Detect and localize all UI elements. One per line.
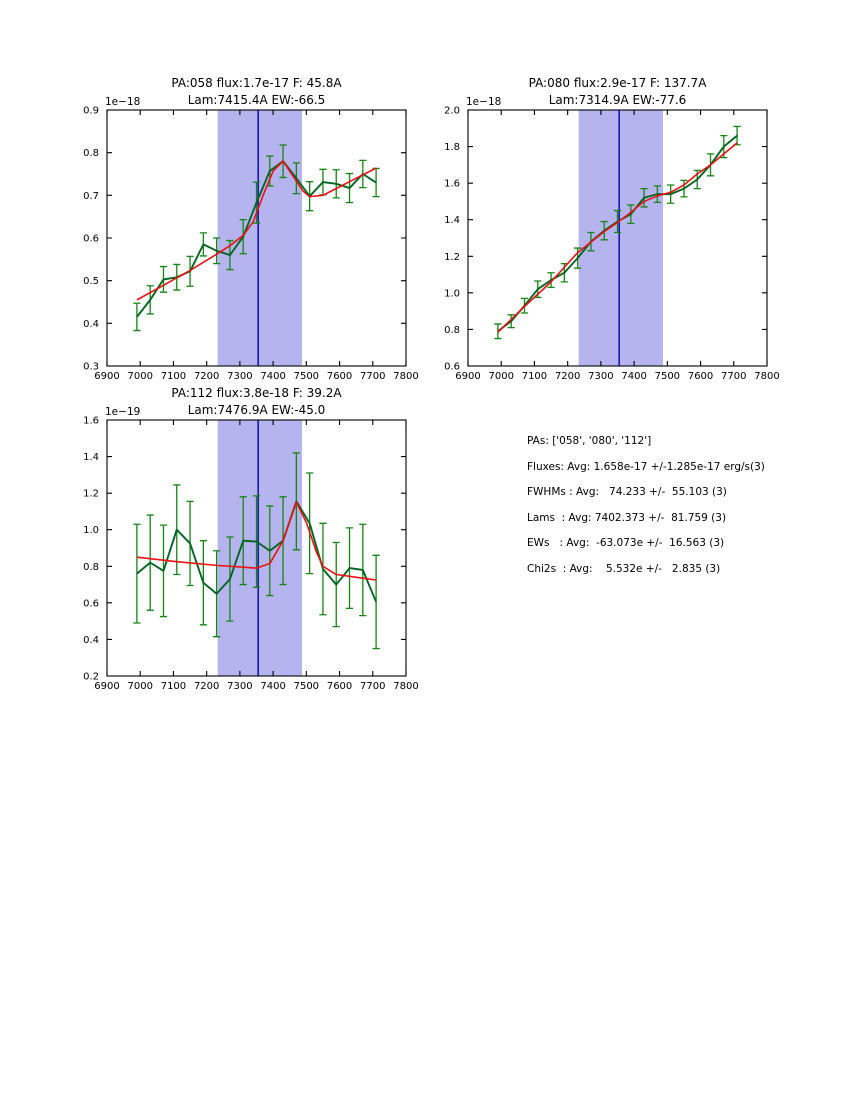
x-tick-label: 7200	[554, 371, 581, 382]
stats-chi2s: Chi2s : Avg: 5.532e +/- 2.835 (3)	[527, 562, 721, 575]
subplot-1	[83, 76, 419, 382]
x-tick-label: 6900	[455, 371, 481, 382]
y-tick-label: 0.3	[83, 361, 99, 373]
y-tick-label: 0.8	[83, 561, 99, 573]
y-tick-label: 0.6	[444, 361, 460, 373]
x-tick-label: 7200	[193, 371, 220, 382]
subplot-3	[83, 386, 419, 692]
x-tick-label: 6900	[94, 681, 120, 692]
y-tick-label: 1.2	[83, 488, 99, 500]
y-tick-label: 0.4	[83, 634, 99, 646]
y-tick-label: 0.5	[83, 276, 99, 288]
stats-fwhms: FWHMs : Avg: 74.233 +/- 55.103 (3)	[527, 486, 727, 499]
x-tick-label: 7500	[654, 371, 681, 382]
y-axis-offset-label: 1e−19	[105, 406, 141, 418]
x-tick-label: 7600	[326, 681, 353, 692]
stats-lams: Lams : Avg: 7402.373 +/- 81.759 (3)	[527, 511, 727, 524]
stats-pas: PAs: ['058', '080', '112']	[527, 435, 652, 447]
subplot-subtitle: Lam:7314.9A EW:-77.6	[548, 93, 687, 107]
y-axis-offset-label: 1e−18	[466, 96, 502, 108]
y-tick-label: 1.6	[444, 178, 460, 190]
y-tick-label: 0.9	[83, 105, 99, 117]
y-tick-label: 0.8	[83, 148, 99, 160]
stats-ews: EWs : Avg: -63.073e +/- 16.563 (3)	[527, 537, 725, 550]
x-tick-label: 7300	[588, 371, 614, 382]
y-tick-label: 0.2	[83, 671, 99, 683]
subplot-title: PA:058 flux:1.7e-17 F: 45.8A	[171, 76, 342, 90]
x-tick-label: 7500	[293, 681, 320, 692]
y-tick-label: 1.6	[83, 415, 99, 427]
y-tick-label: 0.8	[444, 324, 460, 336]
x-tick-label: 7100	[521, 371, 548, 382]
x-tick-label: 7700	[721, 371, 747, 382]
subplot-subtitle: Lam:7476.9A EW:-45.0	[187, 403, 326, 417]
x-tick-label: 7700	[360, 681, 386, 692]
y-tick-label: 1.0	[444, 288, 460, 300]
x-tick-label: 7600	[687, 371, 714, 382]
x-tick-label: 6900	[94, 371, 120, 382]
x-tick-label: 7100	[160, 371, 187, 382]
x-tick-label: 7700	[360, 371, 386, 382]
y-tick-label: 2.0	[444, 105, 460, 117]
subplot-2	[444, 76, 780, 382]
x-tick-label: 7300	[227, 681, 253, 692]
x-tick-label: 7800	[393, 371, 419, 382]
x-tick-label: 7000	[127, 681, 153, 692]
y-tick-label: 0.4	[83, 318, 99, 330]
y-tick-label: 1.4	[83, 452, 99, 464]
x-tick-label: 7100	[160, 681, 187, 692]
x-tick-label: 7000	[127, 371, 153, 382]
x-tick-label: 7000	[488, 371, 514, 382]
x-tick-label: 7400	[260, 371, 286, 382]
x-tick-label: 7500	[293, 371, 320, 382]
highlight-span	[218, 110, 302, 366]
y-tick-label: 0.7	[83, 190, 99, 202]
y-axis-offset-label: 1e−18	[105, 96, 141, 108]
subplot-subtitle: Lam:7415.4A EW:-66.5	[187, 93, 326, 107]
y-tick-label: 0.6	[83, 598, 99, 610]
x-tick-label: 7800	[393, 681, 419, 692]
y-tick-label: 1.8	[444, 142, 460, 154]
y-tick-label: 1.0	[83, 525, 99, 537]
x-tick-label: 7300	[227, 371, 253, 382]
x-tick-label: 7400	[260, 681, 286, 692]
y-tick-label: 0.6	[83, 233, 99, 245]
x-tick-label: 7800	[754, 371, 780, 382]
y-tick-label: 1.2	[444, 251, 460, 263]
x-tick-label: 7200	[193, 681, 220, 692]
y-tick-label: 1.4	[444, 215, 460, 227]
subplot-title: PA:080 flux:2.9e-17 F: 137.7A	[528, 76, 707, 90]
x-tick-label: 7400	[621, 371, 647, 382]
x-tick-label: 7600	[326, 371, 353, 382]
subplot-title: PA:112 flux:3.8e-18 F: 39.2A	[171, 386, 342, 400]
stats-panel	[527, 429, 765, 583]
stats-fluxes: Fluxes: Avg: 1.658e-17 +/-1.285e-17 erg/s(3)	[527, 460, 765, 473]
